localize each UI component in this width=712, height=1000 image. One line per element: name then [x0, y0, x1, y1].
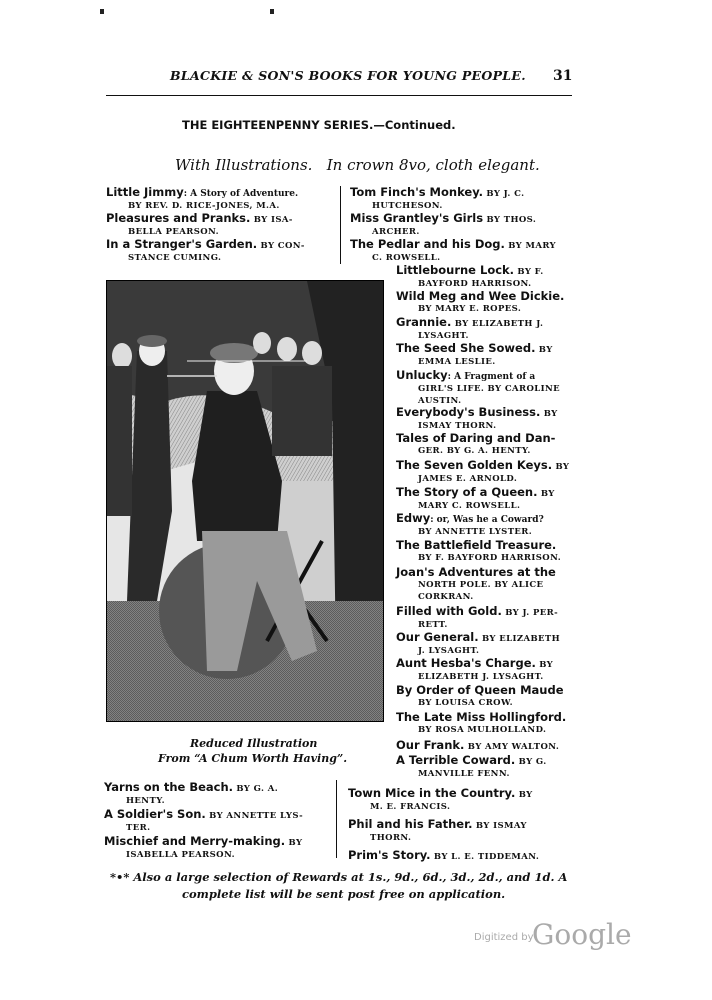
footnote-line-2: complete list will be sent post free on application. [182, 887, 506, 901]
book-author: : A Fragment of a [447, 372, 536, 382]
book-author: MARY C. ROWSELL. [418, 501, 521, 511]
book-entry: Prim's Story. BY L. E. TIDDEMAN. [348, 848, 540, 862]
book-entry: Yarns on the Beach. BY G. A. HENTY. [104, 780, 279, 806]
book-author: BY [535, 660, 554, 670]
book-author: BY MARY E. ROPES. [418, 304, 522, 314]
book-entry [396, 432, 555, 457]
book-author: HUTCHESON. [372, 201, 443, 211]
book-title: Our General. [396, 630, 479, 644]
book-entry [396, 739, 559, 753]
running-header: BLACKIE & SON'S BOOKS FOR YOUNG PEOPLE. [170, 68, 526, 83]
book-author: AUSTIN. [418, 396, 462, 406]
book-author: BY G. [515, 757, 547, 767]
book-author: ISMAY THORN. [418, 421, 497, 431]
book-title: The Late Miss Hollingford. [396, 710, 567, 724]
book-entry [350, 212, 536, 238]
book-entry [396, 264, 544, 290]
book-author: BY [540, 409, 558, 419]
book-author: BY THOS. [483, 215, 537, 225]
book-title: Tales of Daring and Dan- [396, 431, 556, 445]
book-entry [396, 459, 569, 485]
book-author: ARCHER. [372, 227, 420, 237]
book-author: NORTH POLE. BY ALICE [418, 580, 544, 590]
book-title: The Battlefield Treasure. [396, 538, 557, 552]
subtitle: With Illustrations. In crown 8vo, cloth elegant. [175, 156, 540, 174]
book-entry [350, 238, 556, 264]
book-entry [396, 754, 547, 780]
book-author: EMMA LESLIE. [418, 357, 496, 367]
book-entry [350, 186, 525, 212]
book-title: The Seven Golden Keys. [396, 458, 553, 472]
book-entry [396, 566, 556, 603]
book-title: Joan's Adventures at the [396, 565, 556, 579]
book-title: Grannie. [396, 315, 452, 329]
book-entry [396, 605, 558, 631]
book-author: BY J. C. [483, 189, 525, 199]
book-author: BY [535, 345, 553, 355]
caption-line-2: From “A Chum Worth Having”. [158, 752, 348, 765]
book-title: By Order of Queen Maude [396, 683, 564, 697]
book-author: GER. BY G. A. HENTY. [418, 446, 531, 456]
digitized-by-text: Digitized by [474, 932, 534, 943]
book-title: Unlucky [396, 368, 448, 382]
book-title: The Pedlar and his Dog. [350, 237, 505, 251]
book-author: BY ANNETTE LYSTER. [418, 527, 533, 537]
book-author: C. ROWSELL. [372, 253, 441, 263]
book-author: BY ELIZABETH [478, 634, 561, 644]
book-author: CORKRAN. [418, 592, 474, 602]
book-author: BY F. [514, 267, 544, 277]
book-author: LYSAGHT. [418, 331, 469, 341]
book-entry [396, 406, 558, 432]
page-number: 31 [553, 68, 573, 84]
book-entry [396, 290, 564, 315]
footnote-line-1: *•* Also a large selection of Rewards at 1s., 9d., 6d., 3d., 2d., and 1d. A [110, 870, 568, 884]
book-title: Everybody's Business. [396, 405, 541, 419]
book-entry: In a Stranger's Garden. BY CON- STANCE CUMING. [106, 237, 305, 263]
book-title: The Seed She Sowed. [396, 341, 536, 355]
book-title: Wild Meg and Wee Dickie. [396, 289, 565, 303]
book-author: BY F. BAYFORD HARRISON. [418, 553, 562, 563]
book-entry [396, 657, 553, 683]
book-title: Edwy [396, 511, 431, 525]
book-title: The Story of a Queen. [396, 485, 538, 499]
book-author: BY MARY [504, 241, 556, 251]
book-author: MANVILLE FENN. [418, 769, 510, 779]
book-author: ELIZABETH J. LYSAGHT. [418, 672, 544, 682]
book-entry: Little Jimmy: A Story of Adventure. BY REV. D. RICE-JONES, M.A. [106, 185, 299, 211]
book-author: BY LOUISA CROW. [418, 698, 513, 708]
book-title: A Terrible Coward. [396, 753, 516, 767]
book-entry [396, 316, 543, 342]
book-author: BY [537, 489, 555, 499]
column-divider-top [340, 186, 341, 264]
book-author: BY AMY WALTON. [464, 742, 560, 752]
book-author: : or, Was he a Coward? [430, 515, 544, 525]
book-entry [396, 684, 564, 709]
book-entry: Phil and his Father. BY ISMAY THORN. [348, 817, 527, 843]
book-title: Littlebourne Lock. [396, 263, 515, 277]
book-author: GIRL'S LIFE. BY CAROLINE [418, 384, 561, 394]
book-title: Aunt Hesba's Charge. [396, 656, 536, 670]
book-entry: Mischief and Merry-making. BY ISABELLA PEARSON. [104, 834, 303, 860]
book-entry [396, 711, 566, 736]
top-edge-marks [100, 0, 280, 6]
book-author: BY ELIZABETH J. [451, 319, 544, 329]
book-author: BY ROSA MULHOLLAND. [418, 725, 547, 735]
header-rule [106, 95, 572, 96]
book-author: BY [552, 462, 570, 472]
book-author: BAYFORD HARRISON. [418, 279, 532, 289]
book-author: RETT. [418, 620, 448, 630]
book-entry [396, 539, 561, 564]
book-entry [396, 512, 544, 538]
book-entry [396, 342, 553, 368]
series-title: THE EIGHTEENPENNY SERIES.—Continued. [182, 118, 456, 132]
book-title: Filled with Gold. [396, 604, 502, 618]
book-entry: Pleasures and Pranks. BY ISA- BELLA PEARSON. [106, 211, 293, 237]
book-entry [396, 369, 560, 407]
book-entry: A Soldier's Son. BY ANNETTE LYS- TER. [104, 807, 304, 833]
book-author: JAMES E. ARNOLD. [418, 474, 518, 484]
book-author: J. LYSAGHT. [418, 646, 480, 656]
engraved-illustration [106, 280, 384, 722]
book-author: BY J. PER- [501, 608, 559, 618]
book-title: Tom Finch's Monkey. [350, 185, 484, 199]
caption-line-1: Reduced Illustration [190, 737, 318, 750]
google-watermark: Google [532, 918, 632, 951]
book-entry: Town Mice in the Country. BY M. E. FRANCIS. [348, 786, 533, 812]
book-title: Our Frank. [396, 738, 465, 752]
book-entry [396, 631, 560, 657]
book-entry [396, 486, 555, 512]
book-title: Miss Grantley's Girls [350, 211, 484, 225]
column-divider-bottom [336, 780, 337, 858]
